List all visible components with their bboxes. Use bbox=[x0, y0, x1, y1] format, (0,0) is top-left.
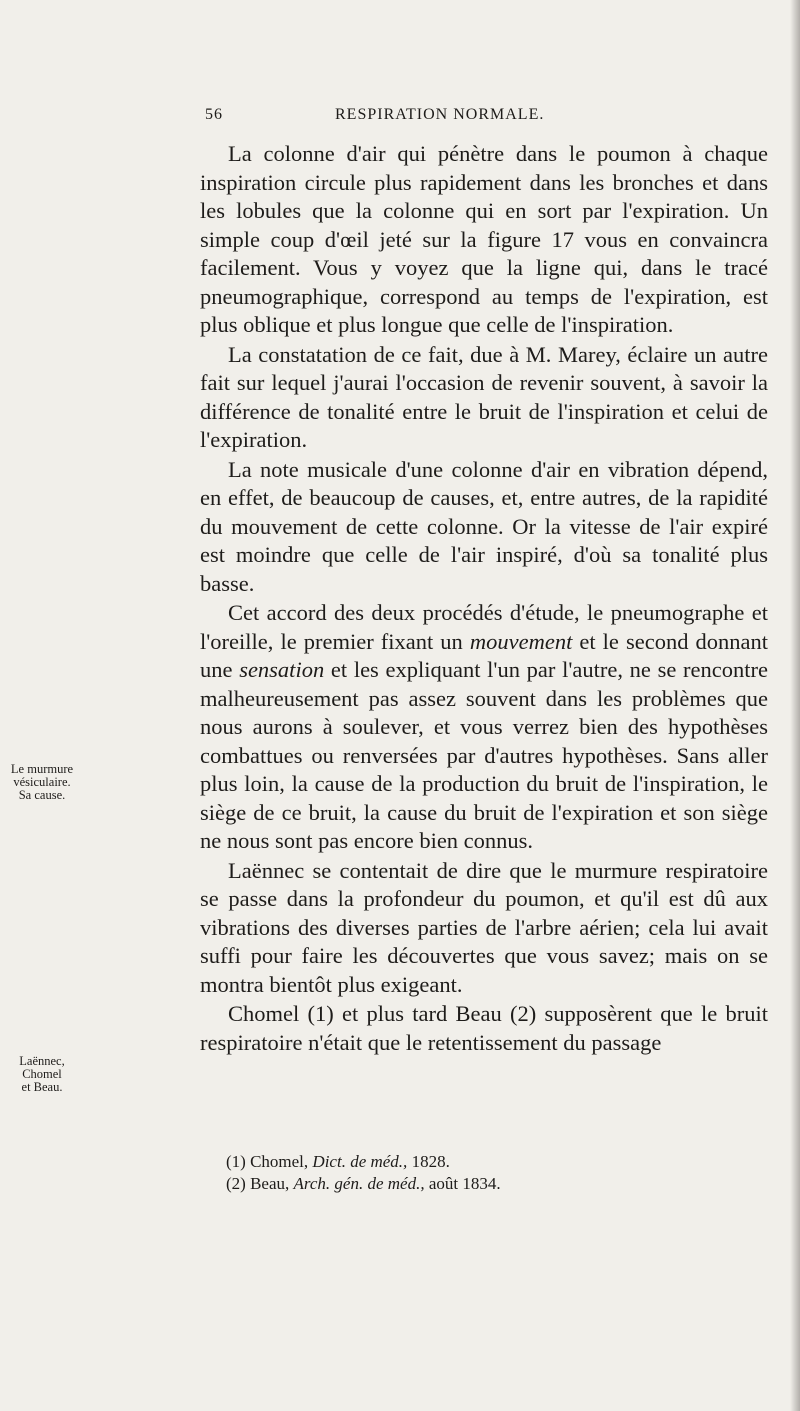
footnote-source: Dict. de méd., bbox=[312, 1152, 408, 1171]
footnote bbox=[226, 1173, 766, 1195]
margin-note-line: Laënnec, bbox=[19, 1054, 65, 1068]
margin-note-line: vésiculaire. bbox=[13, 775, 71, 789]
body-text bbox=[200, 140, 768, 1057]
emphasis: mouvement bbox=[469, 628, 573, 654]
text-run: Cet accord des deux procédés d'étude, le pneumographe et l'oreille, le premier fixant un bbox=[200, 600, 768, 654]
paragraph bbox=[200, 599, 768, 856]
footnote-number: (2) bbox=[226, 1174, 246, 1193]
footnote-number: (1) bbox=[226, 1152, 246, 1171]
text-run: et les expliquant l'un par l'autre, ne se rencontre malheureusement pas assez souvent dans les problèmes que nous aurons à soulever, et vous verrez bien des hypothèses combattues ou renversées par d'autres hypothèses. Sans aller plus loin, la cause de la production du bruit de l'inspiration, le siège de ce bruit, la cause du bruit de l'expiration et son siège ne nous sont pas encore bien connus. bbox=[200, 657, 768, 853]
paragraph: La constatation de ce fait, due à M. Marey, éclaire un autre fait sur lequel j'aurai l'occasion de revenir souvent, à savoir la différence de tonalité entre le bruit de l'inspiration et celui de l'expiration. bbox=[200, 341, 768, 452]
footnote-author: Chomel, bbox=[250, 1152, 309, 1171]
margin-note-line: Chomel bbox=[22, 1067, 62, 1081]
margin-note-murmure bbox=[4, 763, 80, 802]
footnote-date: 1828. bbox=[411, 1152, 450, 1171]
running-title: RESPIRATION NORMALE. bbox=[335, 106, 545, 123]
footnote-source: Arch. gén. de méd., bbox=[293, 1174, 425, 1193]
footnote-date: août 1834. bbox=[428, 1174, 501, 1193]
footnotes bbox=[226, 1151, 766, 1195]
paragraph: La note musicale d'une colonne d'air en vibration dépend, en effet, de beaucoup de causes, et, entre autres, de la rapidité du mouvement de cette colonne. Or la vitesse de l'air expiré est moindre que celle de l'air inspiré, d'où sa tonalité plus basse. bbox=[200, 456, 768, 596]
margin-note-line: Sa cause. bbox=[18, 788, 66, 802]
margin-note-line: et Beau. bbox=[21, 1080, 63, 1094]
paragraph: Laënnec se contentait de dire que le murmure respiratoire se passe dans la profondeur du poumon, et qu'il est dû aux vibrations des diverses parties de l'arbre aérien; cela lui avait suffi pour faire les découvertes que vous savez; mais on se montra bientôt plus exigeant. bbox=[200, 857, 768, 997]
footnote bbox=[226, 1151, 766, 1173]
page-edge-shadow bbox=[790, 0, 800, 1411]
page-number: 56 bbox=[205, 106, 223, 123]
text-run: et le second donnant une bbox=[200, 628, 768, 682]
footnote-author: Beau, bbox=[250, 1174, 290, 1193]
emphasis: sensation bbox=[239, 657, 325, 682]
paragraph: Chomel (1) et plus tard Beau (2) supposèrent que le bruit respiratoire n'était que le retentissement du passage bbox=[200, 1001, 768, 1055]
margin-note-line: Le murmure bbox=[10, 762, 74, 776]
paragraph: La colonne d'air qui pénètre dans le poumon à chaque inspiration circule plus rapidement dans les bronches et dans les lobules que la colonne qui en sort par l'expiration. Un simple coup d'œil jeté sur la figure 17 vous en convaincra facilement. Vous y voyez que la ligne qui, dans le tracé pneumographique, correspond au temps de l'expiration, est plus oblique et plus longue que celle de l'inspiration. bbox=[200, 141, 768, 337]
margin-note-laennec bbox=[4, 1055, 80, 1094]
